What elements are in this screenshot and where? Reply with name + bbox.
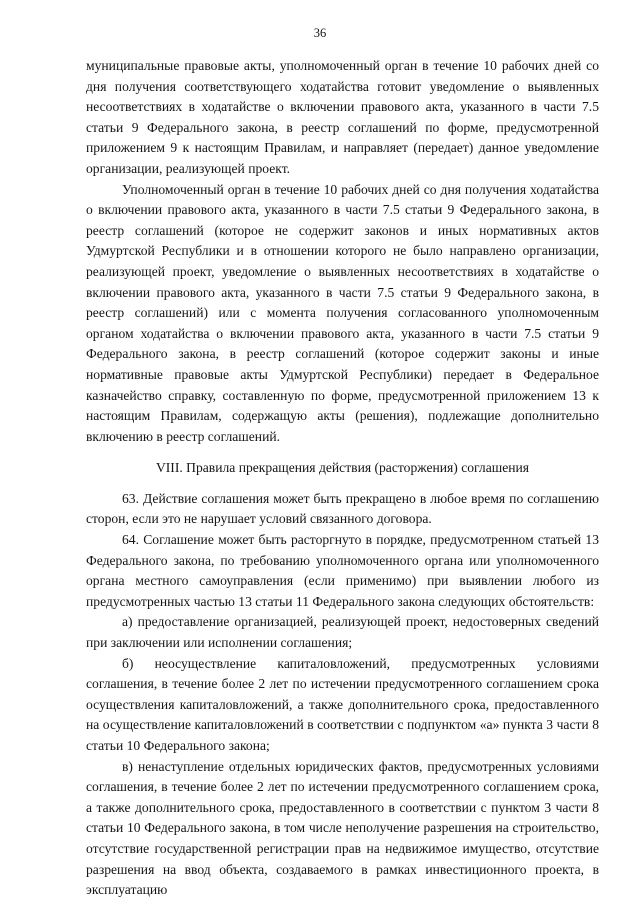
paragraph-registry-certificate: Уполномоченный орган в течение 10 рабочих дней со дня получения ходатайства о включении правового акта, указанного в части 7.5 статьи 9 Федерального закона, в реестр соглашений (которое не содержит законов и иных нормативных актов Удмуртской Республики и в отношении которого не было направлено организации, реализующей проект, уведомление о выявленных несоответствиях в ходатайстве о включении правового акта, указанного в части 7.5 статьи 9 Федерального закона, в реестр соглашений) или с момента получения согласованного уполномоченным органом ходатайства о включении правового акта, указанного в части 7.5 статьи 9 Федерального закона, в реестр соглашений (которое содержит законы и иные нормативные правовые акты Удмуртской Республики) передает в Федеральное казначейство справку, составленную по форме, предусмотренной приложением 13 к настоящим Правилам, содержащую акты (решения), подлежащие дополнительно включению в реестр соглашений. [86,181,599,444]
paragraph-subitem-a: а) предоставление организацией, реализующей проект, недостоверных сведений при заключении или исполнении соглашения; [86,614,599,651]
page-number: 36 [313,26,327,40]
paragraph-continuation: муниципальные правовые акты, уполномоченный орган в течение 10 рабочих дней со дня получения соответствующего ходатайства готовит уведомление о выявленных несоответствиях в ходатайстве о включении правового акта, указанного в части 7.5 статьи 9 Федерального закона, в реестр соглашений по форме, предусмотренной приложением 9 к настоящим Правилам, и направляет (передает) данное уведомление организации, реализующей проект. [86,58,599,176]
paragraph-item-63: 63. Действие соглашения может быть прекращено в любое время по соглашению сторон, если это не нарушает условий связанного договора. [86,490,599,527]
paragraph-subitem-b: б) неосуществление капиталовложений, предусмотренных условиями соглашения, в течение более 2 лет по истечении предусмотренного соглашением срока осуществления капиталовложений, а также дополнительного срока, предоставленного на осуществление капиталовложений в соответствии с подпунктом «а» пункта 3 части 8 статьи 10 Федерального закона; [86,655,599,753]
paragraph-item-64: 64. Соглашение может быть расторгнуто в порядке, предусмотренном статьей 13 Федерального закона, по требованию уполномоченного органа или уполномоченного органа местного самоуправления (если применимо) при выявлении любого из предусмотренных частью 13 статьи 11 Федерального закона следующих обстоятельств: [86,532,599,609]
paragraph-subitem-v: в) ненаступление отдельных юридических фактов, предусмотренных условиями соглашения, в течение более 2 лет по истечении предусмотренного соглашением срока, а также дополнительного срока, предоставленного в соответствии с пунктом 3 части 8 статьи 10 Федерального закона, в том числе неполучение разрешения на строительство, отсутствие государственной регистрации прав на недвижимое имущество, отсутствие разрешения на ввод объекта, создаваемого в рамках инвестиционного проекта, в эксплуатацию [86,758,599,898]
document-body [86,56,599,901]
section-heading: VIII. Правила прекращения действия (расторжения) соглашения [155,460,530,476]
